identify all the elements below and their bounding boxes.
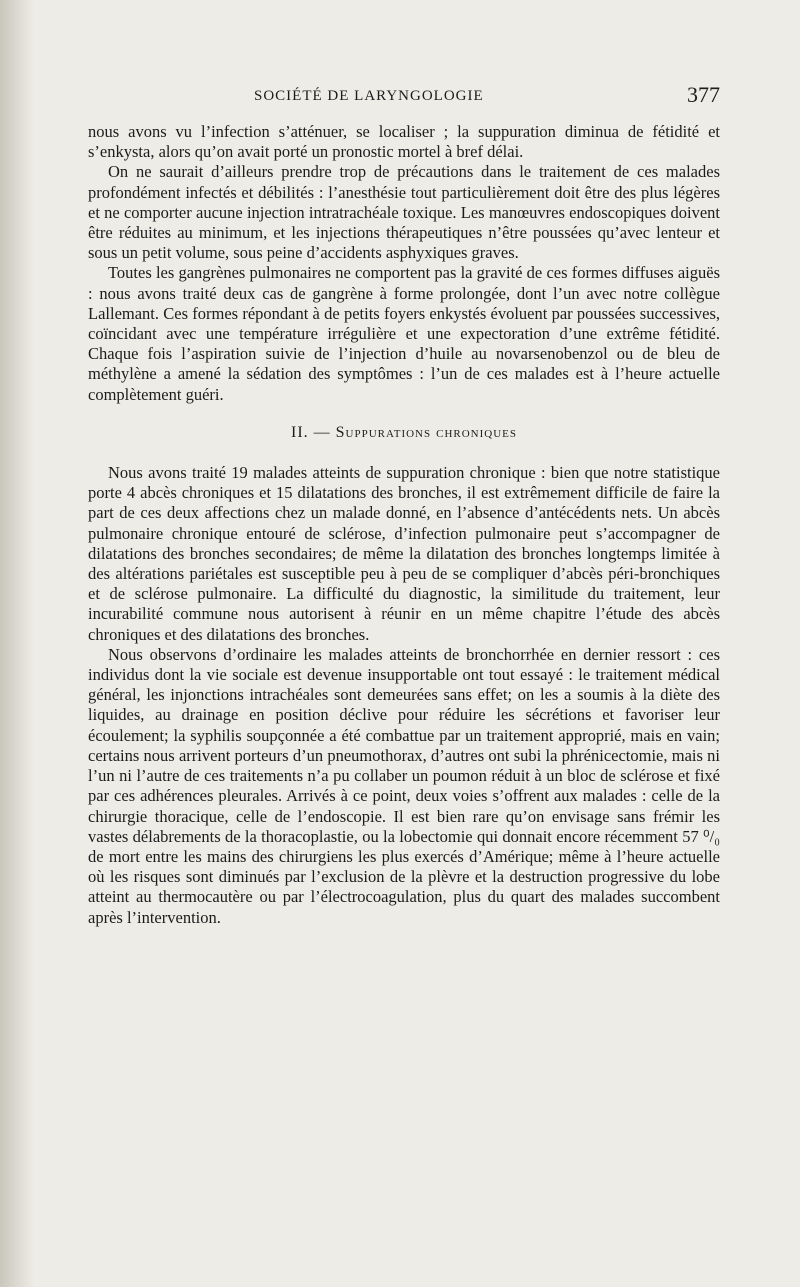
paragraph: Toutes les gangrènes pulmonaires ne comportent pas la gravité de ces formes diffuses aiguës : nous avons traité deux cas de gangrène à forme prolongée, dont l’un avec notre collègue Lallemant. Ces formes répondant à de petits foyers enkystés évoluent par poussées successives, coïncidant avec une température irrégulière et une expectoration d’une extrême fétidité. Chaque fois l’aspiration suivie de l’injection d’huile au novarsenobenzol ou de bleu de méthylène a amené la sédation des symptômes : l’un de ces malades est à l’heure actuelle complètement guéri. bbox=[88, 263, 720, 404]
paragraph: On ne saurait d’ailleurs prendre trop de précautions dans le traitement de ces malades profondément infectés et débilités : l’anesthésie tout particulièrement doit être des plus légères et ne comporter aucune injection intratrachéale toxique. Les manœuvres endoscopiques doivent être réduites au minimum, et les injections thérapeutiques n’être poussées qu’avec lenteur et sous un petit volume, sous peine d’accidents asphyxiques graves. bbox=[88, 162, 720, 263]
section-heading bbox=[88, 423, 720, 443]
paragraph: Nous observons d’ordinaire les malades atteints de bronchorrhée en dernier ressort : ces individus dont la vie sociale est devenue insupportable ont tout essayé : le traitement médical général, les injonctions intrachéales sont demeurées sans effet; on les a soumis à la diète des liquides, au drainage en position déclive pour réduire les sécrétions et favoriser leur écoulement; la syphilis soupçonnée a été combattue par un traitement approprié, mais en vain; certains nous arrivent porteurs d’un pneumothorax, d’autres ont subi la phrénicectomie, mais ni l’un ni l’autre de ces traitements n’a pu collaber un poumon réduit à un bloc de sclérose et fixé par ces adhérences pleurales. Arrivés à ce point, deux voies s’offrent aux malades : celle de la chirurgie thoracique, celle de l’endoscopie. Il est bien rare qu’on envisage sans frémir les vastes délabrements de la thoracoplastie, ou la lobectomie qui donnait encore récemment 57 ⁰/₀ de mort entre les mains des chirurgiens les plus exercés d’Amérique; même à l’heure actuelle où les risques sont diminués par l’exclusion de la plèvre et la destruction progressive du lobe atteint au thermocautère ou par l’électrocoagulation, plus du quart des malades succombent après l’intervention. bbox=[88, 644, 720, 927]
section-number: II. bbox=[290, 423, 309, 441]
running-head: SOCIÉTÉ DE LARYNGOLOGIE bbox=[254, 88, 484, 104]
section-dash: — bbox=[313, 423, 331, 441]
page-header bbox=[88, 80, 720, 114]
section-title: Suppurations chroniques bbox=[335, 423, 518, 441]
paragraph: Nous avons traité 19 malades atteints de suppuration chronique : bien que notre statistique porte 4 abcès chroniques et 15 dilatations des bronches, il est extrêmement difficile de faire la part de ces deux affections chez un malade donné, en l’absence d’antécédents nets. Un abcès pulmonaire chronique entouré de sclérose, d’infection pulmonaire peut s’accompagner de dilatations des bronches secondaires; de même la dilatation des bronches longtemps limitée à des altérations pariétales est susceptible peu à peu de se compliquer d’abcès péri-bronchiques et de sclérose pulmonaire. La difficulté du diagnostic, la similitude du traitement, leur incurabilité commune nous autorisent à réunir en un même chapitre l’étude des abcès chroniques et des dilatations des bronches. bbox=[88, 463, 720, 644]
paragraph: nous avons vu l’infection s’atténuer, se localiser ; la suppuration diminua de fétidité et s’enkysta, alors qu’on avait porté un pronostic mortel à bref délai. bbox=[88, 122, 720, 162]
body-text bbox=[88, 122, 720, 928]
page-number: 377 bbox=[687, 82, 720, 107]
page-gutter-shadow bbox=[0, 0, 34, 1287]
